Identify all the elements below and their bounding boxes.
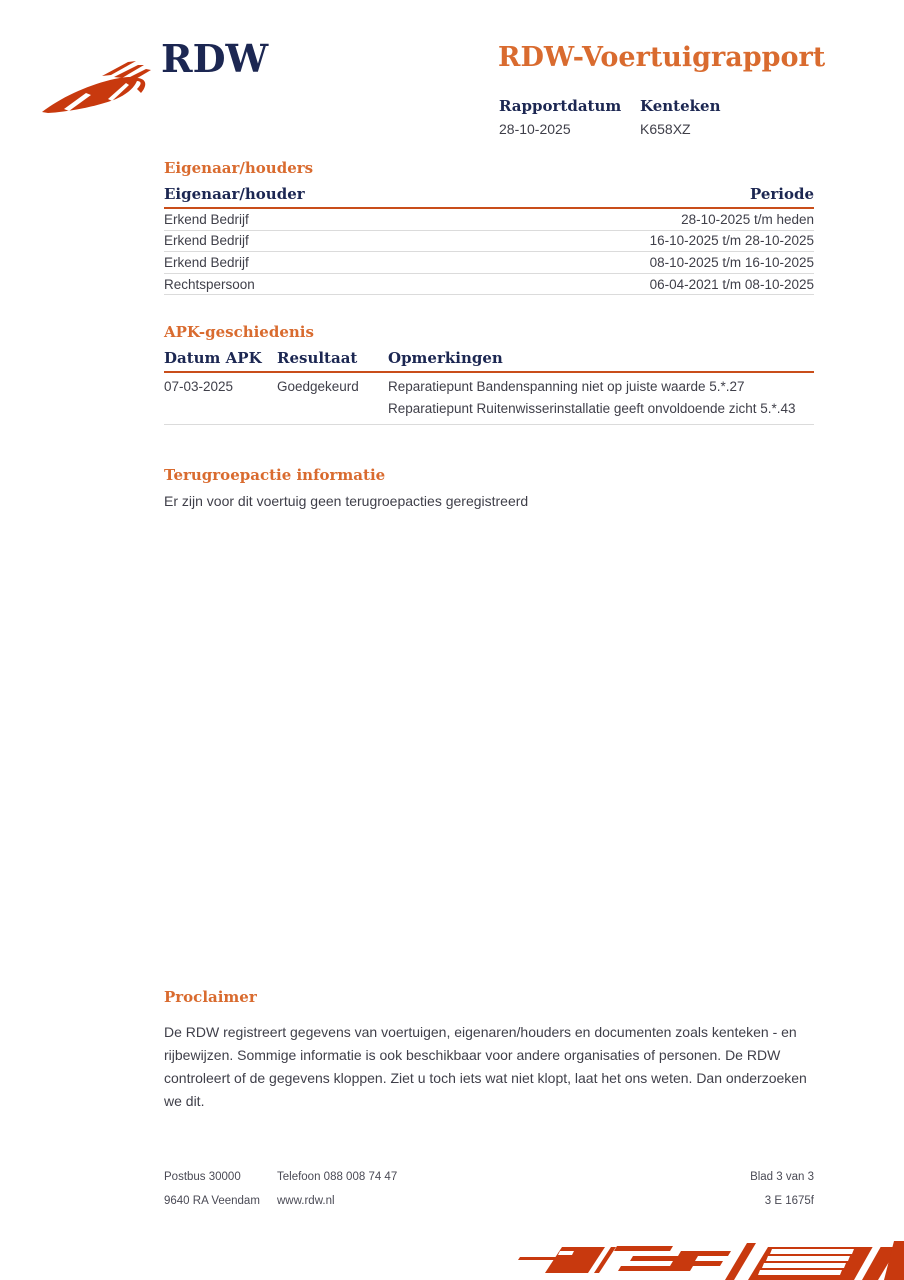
apk-col-date: Datum APK <box>164 349 262 367</box>
apk-result: Goedgekeurd <box>277 379 359 394</box>
apk-table-header <box>164 349 814 373</box>
footer-website: www.rdw.nl <box>277 1195 335 1207</box>
owner-period: 06-04-2021 t/m 08-10-2025 <box>649 276 814 292</box>
license-plate-block <box>640 97 781 137</box>
owner-period: 28-10-2025 t/m heden <box>681 211 814 227</box>
proclaimer-section <box>164 988 814 1113</box>
recall-section <box>164 466 814 509</box>
footer-page-indicator: Blad 3 van 3 <box>750 1171 814 1183</box>
owner-period: 08-10-2025 t/m 16-10-2025 <box>649 254 814 270</box>
apk-history-section <box>164 323 814 425</box>
rdw-feather-icon <box>38 52 158 118</box>
apk-table-row <box>164 373 814 425</box>
apk-section-title: APK-geschiedenis <box>164 323 314 341</box>
page-footer <box>164 1170 814 1208</box>
recall-text: Er zijn voor dit voertuig geen terugroepacties geregistreerd <box>164 493 529 509</box>
apk-remarks <box>388 376 808 419</box>
footer-postbus: Postbus 30000 <box>164 1171 241 1183</box>
page-title: RDW-Voertuigrapport <box>498 42 826 73</box>
owner-name: Rechtspersoon <box>164 276 255 292</box>
license-plate-value: K658XZ <box>640 121 691 137</box>
rdw-speed-stripes-graphic <box>454 1225 904 1280</box>
apk-remark-line: Reparatiepunt Bandenspanning niet op juiste waarde 5.*.27 <box>388 379 745 394</box>
owners-section-title: Eigenaar/houders <box>164 159 314 177</box>
report-date-value: 28-10-2025 <box>499 121 571 137</box>
owner-table-row <box>164 274 814 296</box>
owners-col-owner: Eigenaar/houder <box>164 185 305 203</box>
owner-table-row <box>164 231 814 253</box>
report-meta <box>499 97 781 137</box>
recall-section-title: Terugroepactie informatie <box>164 466 386 484</box>
owner-name: Erkend Bedrijf <box>164 211 249 227</box>
report-date-label: Rapportdatum <box>499 97 622 115</box>
owner-name: Erkend Bedrijf <box>164 233 249 249</box>
footer-city: 9640 RA Veendam <box>164 1195 260 1207</box>
footer-line <box>164 1194 814 1208</box>
owner-period: 16-10-2025 t/m 28-10-2025 <box>649 233 814 249</box>
footer-line <box>164 1170 814 1184</box>
apk-remark-line: Reparatiepunt Ruitenwisserinstallatie geeft onvoldoende zicht 5.*.43 <box>388 400 796 416</box>
owners-section <box>164 159 814 295</box>
apk-date: 07-03-2025 <box>164 379 234 394</box>
owner-name: Erkend Bedrijf <box>164 254 249 270</box>
report-date-block <box>499 97 640 137</box>
owner-table-row <box>164 209 814 231</box>
license-plate-label: Kenteken <box>640 97 721 115</box>
owner-table-row <box>164 252 814 274</box>
footer-doc-code: 3 E 1675f <box>764 1195 814 1207</box>
rdw-logo-text: RDW <box>161 36 269 81</box>
apk-col-remarks: Opmerkingen <box>388 349 503 367</box>
owners-table-header <box>164 185 814 209</box>
apk-col-result: Resultaat <box>277 349 358 367</box>
proclaimer-section-title: Proclaimer <box>164 988 257 1006</box>
proclaimer-text: De RDW registreert gegevens van voertuigen, eigenaren/houders en documenten zoals kenteken - en rijbewijzen. Sommige informatie is ook beschikbaar voor andere organisaties of personen. De RDW controleert of de gegevens kloppen. Ziet u toch iets wat niet klopt, laat het ons weten. Dan onderzoeken we dit. <box>164 1024 807 1109</box>
footer-phone: Telefoon 088 008 74 47 <box>277 1171 398 1183</box>
owners-col-period: Periode <box>749 185 814 203</box>
